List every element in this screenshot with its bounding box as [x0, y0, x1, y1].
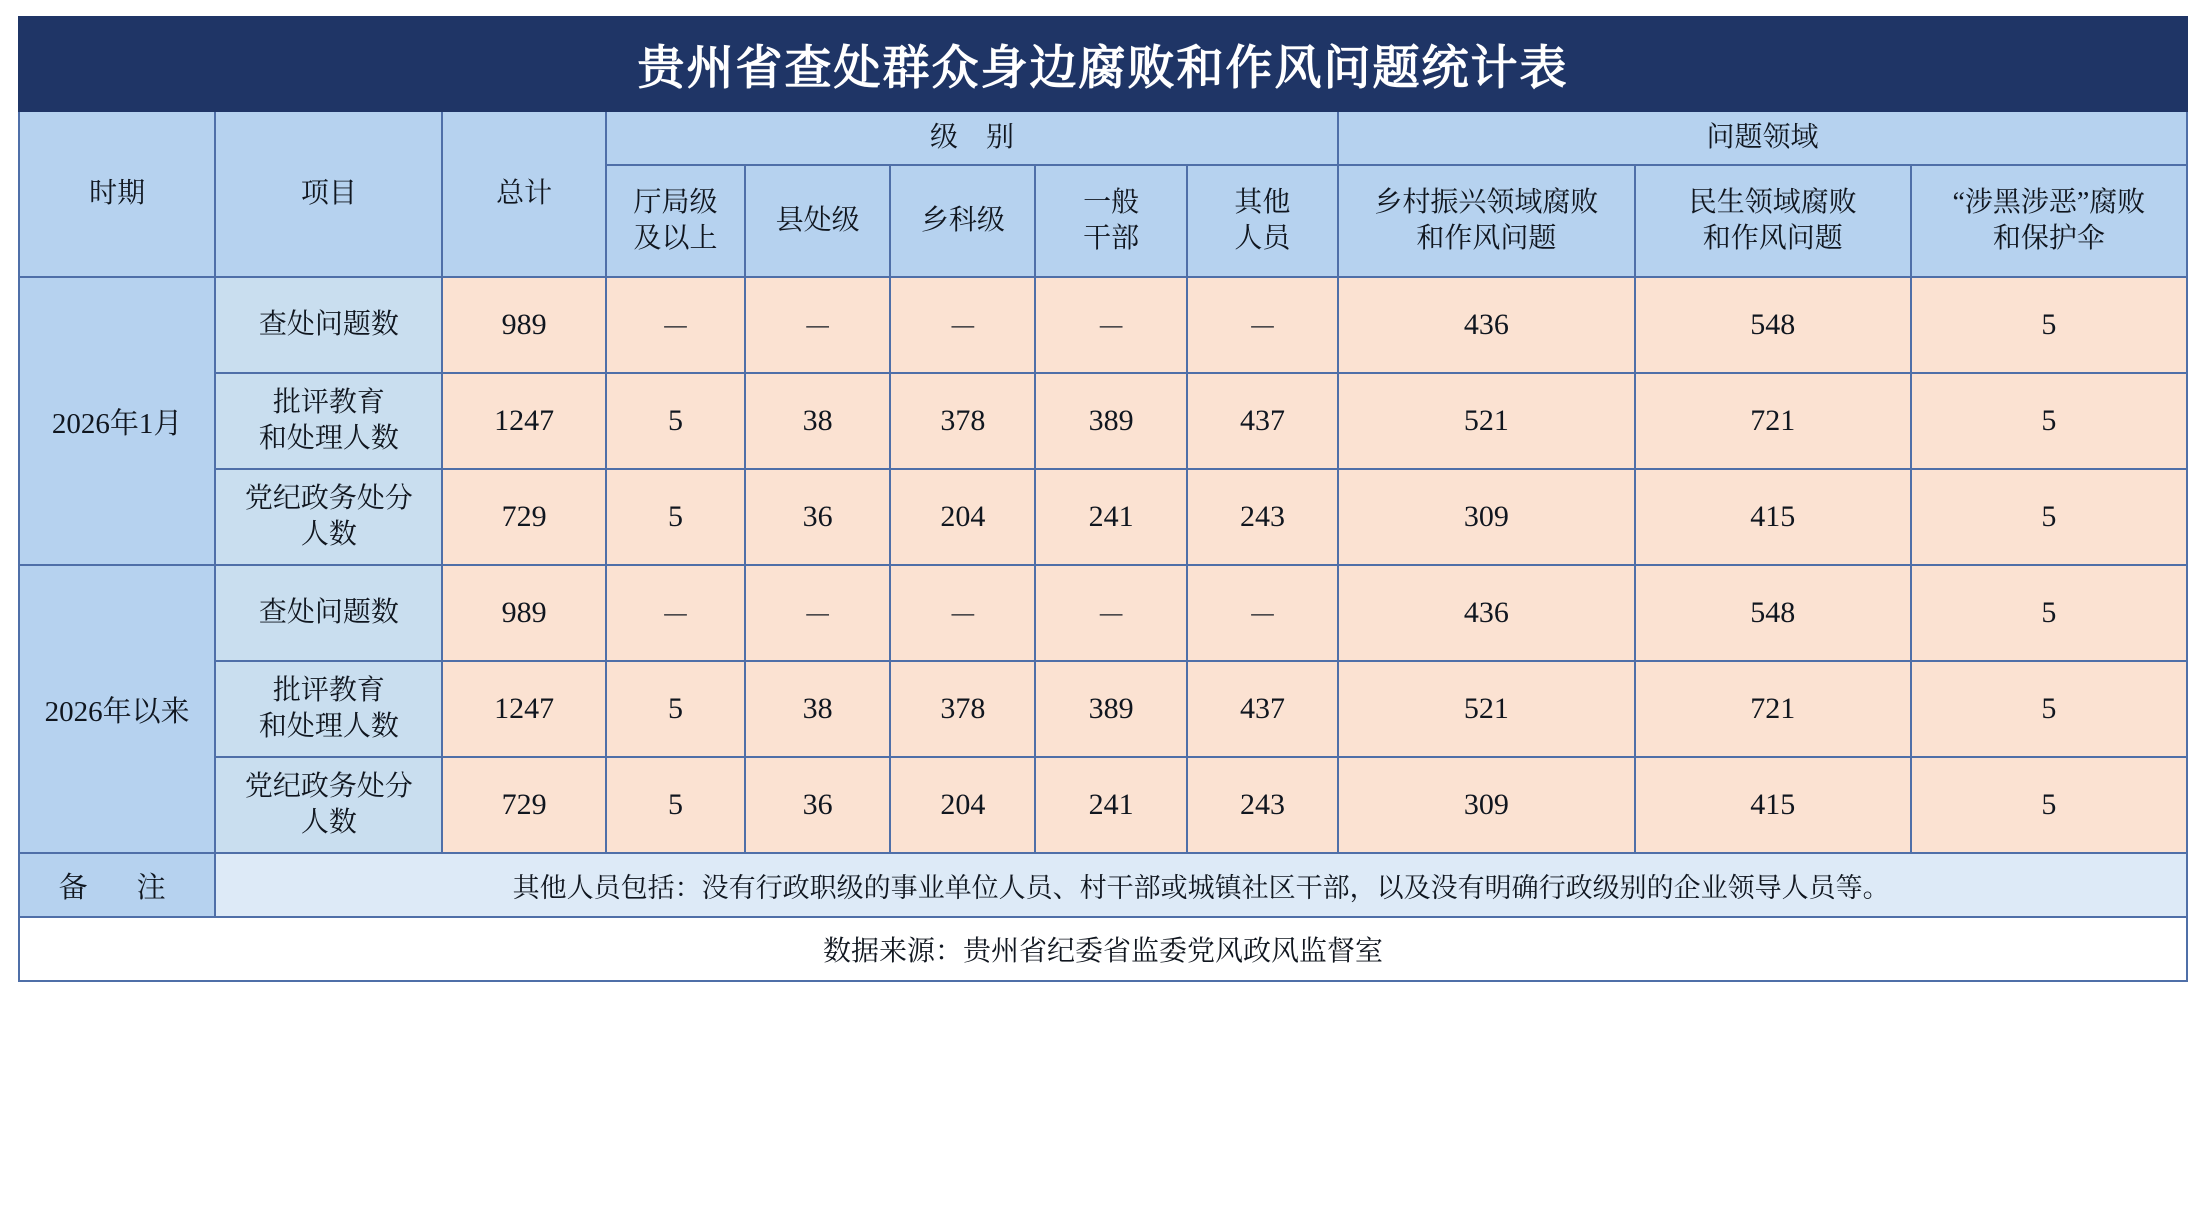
cell-level-3: 241 [1035, 757, 1186, 853]
header-group-field: 问题领域 [1338, 111, 2187, 165]
cell-field-2: 5 [1911, 565, 2187, 661]
title-row [19, 17, 2187, 111]
statistics-table [18, 16, 2188, 982]
cell-level-3: 389 [1035, 373, 1186, 469]
row-item-label: 查处问题数 [215, 565, 442, 661]
cell-level-2: － [890, 565, 1035, 661]
statistics-sheet [18, 16, 2188, 982]
cell-level-1: － [745, 565, 890, 661]
header-field-0: 乡村振兴领域腐败 和作风问题 [1338, 165, 1635, 277]
cell-level-4: 243 [1187, 757, 1338, 853]
cell-total: 989 [442, 565, 606, 661]
header-level-3: 一般 干部 [1035, 165, 1186, 277]
cell-field-0: 521 [1338, 373, 1635, 469]
cell-field-2: 5 [1911, 277, 2187, 373]
cell-field-2: 5 [1911, 661, 2187, 757]
cell-level-0: 5 [606, 661, 745, 757]
cell-field-1: 548 [1635, 277, 1911, 373]
cell-level-1: 36 [745, 757, 890, 853]
cell-level-4: 437 [1187, 373, 1338, 469]
header-field-2: “涉黑涉恶”腐败 和保护伞 [1911, 165, 2187, 277]
row-item-label: 批评教育 和处理人数 [215, 661, 442, 757]
cell-field-2: 5 [1911, 469, 2187, 565]
header-level-1: 县处级 [745, 165, 890, 277]
header-group-level: 级 别 [606, 111, 1338, 165]
cell-level-4: 437 [1187, 661, 1338, 757]
table-row [19, 373, 2187, 469]
header-field-1: 民生领域腐败 和作风问题 [1635, 165, 1911, 277]
cell-field-1: 721 [1635, 373, 1911, 469]
page-title: 贵州省查处群众身边腐败和作风问题统计表 [637, 42, 1569, 95]
cell-level-3: 389 [1035, 661, 1186, 757]
table-row [19, 565, 2187, 661]
cell-field-2: 5 [1911, 757, 2187, 853]
cell-field-0: 436 [1338, 277, 1635, 373]
header-level-4: 其他 人员 [1187, 165, 1338, 277]
note-row [19, 853, 2187, 917]
cell-field-1: 721 [1635, 661, 1911, 757]
cell-total: 1247 [442, 373, 606, 469]
cell-level-4: － [1187, 277, 1338, 373]
cell-total: 989 [442, 277, 606, 373]
table-row [19, 661, 2187, 757]
cell-level-3: － [1035, 565, 1186, 661]
table-row [19, 277, 2187, 373]
row-item-label: 党纪政务处分 人数 [215, 757, 442, 853]
period-label-1: 2026年以来 [19, 565, 215, 853]
cell-level-2: 378 [890, 373, 1035, 469]
table-title-cell [19, 17, 2187, 111]
cell-total: 729 [442, 757, 606, 853]
table-row [19, 469, 2187, 565]
cell-level-2: 204 [890, 469, 1035, 565]
cell-field-0: 436 [1338, 565, 1635, 661]
row-item-label: 查处问题数 [215, 277, 442, 373]
table-row [19, 757, 2187, 853]
cell-field-0: 521 [1338, 661, 1635, 757]
cell-level-2: － [890, 277, 1035, 373]
note-label: 备 注 [19, 853, 215, 917]
row-item-label: 党纪政务处分 人数 [215, 469, 442, 565]
cell-level-4: 243 [1187, 469, 1338, 565]
cell-level-3: 241 [1035, 469, 1186, 565]
cell-level-3: － [1035, 277, 1186, 373]
cell-field-0: 309 [1338, 469, 1635, 565]
cell-field-2: 5 [1911, 373, 2187, 469]
source-text: 数据来源：贵州省纪委省监委党风政风监督室 [19, 917, 2187, 981]
header-group-row [19, 111, 2187, 165]
cell-level-0: 5 [606, 469, 745, 565]
cell-level-1: － [745, 277, 890, 373]
header-period: 时期 [19, 111, 215, 277]
cell-level-0: 5 [606, 373, 745, 469]
cell-level-4: － [1187, 565, 1338, 661]
cell-level-0: 5 [606, 757, 745, 853]
cell-level-0: － [606, 277, 745, 373]
cell-level-1: 38 [745, 373, 890, 469]
note-text: 其他人员包括：没有行政职级的事业单位人员、村干部或城镇社区干部，以及没有明确行政级别的企业领导人员等。 [215, 853, 2187, 917]
header-level-0: 厅局级 及以上 [606, 165, 745, 277]
cell-total: 1247 [442, 661, 606, 757]
cell-field-1: 415 [1635, 469, 1911, 565]
cell-level-1: 36 [745, 469, 890, 565]
header-total: 总计 [442, 111, 606, 277]
cell-level-2: 378 [890, 661, 1035, 757]
row-item-label: 批评教育 和处理人数 [215, 373, 442, 469]
header-item: 项目 [215, 111, 442, 277]
cell-level-1: 38 [745, 661, 890, 757]
period-label-0: 2026年1月 [19, 277, 215, 565]
header-level-2: 乡科级 [890, 165, 1035, 277]
cell-field-1: 415 [1635, 757, 1911, 853]
cell-level-2: 204 [890, 757, 1035, 853]
cell-level-0: － [606, 565, 745, 661]
source-row [19, 917, 2187, 981]
cell-field-0: 309 [1338, 757, 1635, 853]
cell-field-1: 548 [1635, 565, 1911, 661]
cell-total: 729 [442, 469, 606, 565]
